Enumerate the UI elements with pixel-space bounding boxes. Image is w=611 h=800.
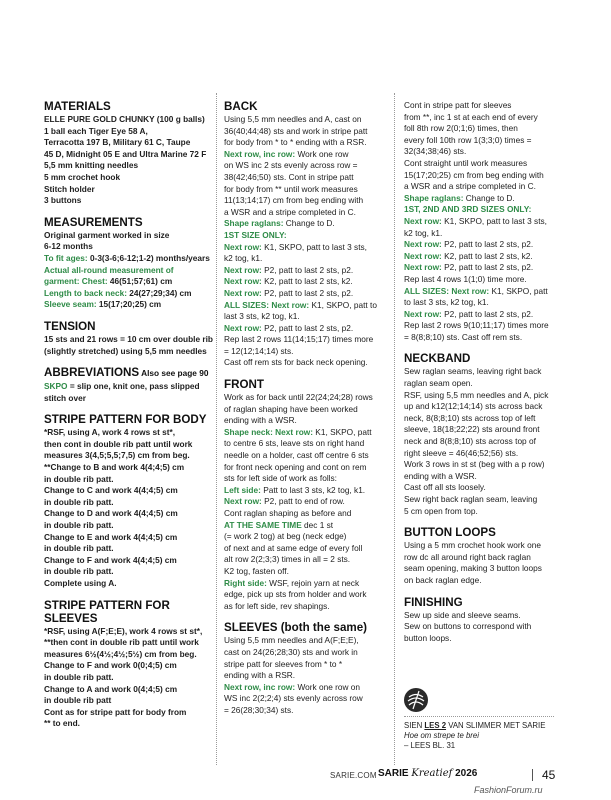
stripe-body-line: **Change to B and work 4(4;4;5) cm bbox=[44, 462, 185, 473]
stripe-sleeves-line: **then cont in double rib patt until work bbox=[44, 637, 199, 648]
sleeves-row bbox=[404, 309, 569, 321]
footer-site: SARIE.COM bbox=[330, 771, 377, 780]
chest-value: 46(51;57;61) cm bbox=[107, 276, 173, 287]
stripe-body-block bbox=[44, 427, 214, 589]
sleeve-value: 15(17;20;25) cm bbox=[96, 299, 162, 310]
back-row-text: P2, patt to last 2 sts, p2. bbox=[261, 264, 354, 275]
next-row-label: Next row: bbox=[224, 496, 262, 507]
front-line: Cont raglan shaping as before and bbox=[224, 508, 352, 518]
back-shape-label: Shape raglans: bbox=[224, 218, 284, 229]
sleeves-line: Rep last 4 rows 1(1;0) time more. bbox=[404, 273, 527, 284]
front-line: (= work 2 tog) at beg (neck edge) bbox=[224, 531, 347, 542]
stripe-sleeves-line: Change to F and work 0(0;4;5) cm bbox=[44, 660, 177, 671]
neckband-line: sleeve, 18(18;22;22) sts around front bbox=[404, 424, 540, 435]
sleeves-inc-line bbox=[224, 682, 387, 694]
neckband-line: up and k12(12;14;14) sts across back bbox=[404, 401, 543, 412]
sleeve-label: Sleeve seam: bbox=[44, 299, 97, 310]
back-size-label: 1ST SIZE ONLY: bbox=[224, 229, 287, 240]
sleeves-row-text: P2, patt to last 2 sts, p2. bbox=[441, 239, 534, 250]
column-divider-2 bbox=[394, 93, 395, 765]
next-row-label: Next row: bbox=[224, 287, 262, 298]
sien-ref: – LEES BL. 31 bbox=[404, 741, 456, 751]
back-row bbox=[224, 276, 387, 288]
button-loops-line: seam opening, making 3 button loops bbox=[404, 563, 542, 574]
neckband-line: Sew right back raglan seam, leaving bbox=[404, 494, 538, 504]
sien-divider bbox=[404, 716, 554, 717]
back-line: = 12(12;14;14) sts. bbox=[224, 345, 294, 356]
abbreviations-heading bbox=[44, 366, 214, 380]
front-line: of raglan shaping have been worked bbox=[224, 403, 358, 414]
next-row-label: Next row: bbox=[224, 276, 262, 287]
materials-line: 1 ball each Tiger Eye 58 A, bbox=[44, 125, 148, 136]
materials-line: 5 mm crochet hook bbox=[44, 171, 121, 182]
sleeves-line: = 26(28;30;34) sts. bbox=[224, 704, 294, 715]
sleeves-row-text: to last 3 sts, k2 tog, k1. bbox=[404, 297, 489, 308]
abbreviations-title: ABBREVIATIONS bbox=[44, 366, 140, 380]
next-row-label: Next row: bbox=[404, 308, 442, 319]
sleeve-line bbox=[44, 299, 214, 311]
sleeves-row-text: P2, patt to last 2 sts, p2. bbox=[441, 262, 534, 273]
sien-text bbox=[404, 721, 569, 752]
stripe-body-line: measures 3(4,5;5,5;7,5) cm from beg. bbox=[44, 450, 190, 461]
neckband-line: neck, 8(8;8;10) sts across top of left bbox=[404, 412, 536, 423]
magazine-logo bbox=[378, 768, 477, 779]
all-sizes-label: ALL SIZES: Next row: bbox=[224, 299, 310, 310]
stripe-body-line: then cont in double rib patt until work bbox=[44, 438, 193, 449]
sleeves-shape-line bbox=[404, 193, 569, 205]
back-all-row bbox=[224, 300, 387, 312]
sleeves-line: from **, inc 1 st at each end of every bbox=[404, 111, 538, 122]
back-row bbox=[224, 242, 387, 254]
materials-line: Stitch holder bbox=[44, 183, 95, 194]
sleeves-row-text: k2 tog, k1. bbox=[404, 227, 443, 238]
sleeves-line: every foll 10th row 1(3;3;0) times = bbox=[404, 134, 532, 145]
next-row-label: Next row: bbox=[404, 250, 442, 261]
abbreviations-note: Also see page 90 bbox=[139, 368, 209, 379]
sleeves-line: a WSR and a stripe completed in C. bbox=[404, 181, 536, 192]
column-2 bbox=[224, 100, 387, 717]
sleeves-line: 15(17;20;25) cm from beg ending with bbox=[404, 169, 544, 180]
neckband-line: right sleeve = 46(46;52;56) sts. bbox=[404, 447, 519, 458]
tension-line: (slightly stretched) using 5,5 mm needles bbox=[44, 345, 207, 356]
sien-pre: SIEN bbox=[404, 721, 425, 730]
sleeves-shape-label: Shape raglans: bbox=[404, 192, 464, 203]
back-line: on WS inc 2 sts evenly across row = bbox=[224, 160, 358, 171]
sleeves-row bbox=[404, 251, 569, 263]
right-side-line bbox=[224, 578, 387, 590]
stripe-body-line: Change to C and work 4(4;4;5) cm bbox=[44, 485, 178, 496]
all-sizes-label: ALL SIZES: Next row: bbox=[404, 285, 490, 296]
materials-line: ELLE PURE GOLD CHUNKY (100 g balls) bbox=[44, 114, 205, 124]
back-line: 36(40;44;48) sts and work in stripe patt bbox=[224, 125, 368, 136]
back-shape-line bbox=[224, 218, 387, 230]
column-1 bbox=[44, 100, 214, 730]
front-shape-line bbox=[224, 427, 387, 439]
front-next-text: P2, patt to end of row. bbox=[261, 496, 345, 507]
sleeves-row bbox=[404, 262, 569, 274]
materials-line: 3 buttons bbox=[44, 195, 82, 206]
measurements-line: 6-12 months bbox=[44, 241, 93, 252]
neckband-heading: NECKBAND bbox=[404, 352, 471, 366]
back-inc-label: Next row, inc row: bbox=[224, 148, 296, 159]
sleeves-row-text: K2, patt to last 2 sts, k2. bbox=[441, 250, 533, 261]
watermark: FashionForum.ru bbox=[474, 785, 543, 795]
back-inc-text: Work one row bbox=[295, 148, 349, 159]
neckband-line: Sew raglan seams, leaving right back bbox=[404, 366, 542, 377]
logo-year: 2026 bbox=[452, 768, 478, 779]
sien-link[interactable]: LES 2 bbox=[424, 721, 447, 730]
button-loops-line: Using a 5 mm crochet hook work one bbox=[404, 540, 541, 551]
front-line: for front neck opening and cont on rem bbox=[224, 461, 367, 472]
sien-italic: Hoe om strepe te brei bbox=[404, 731, 479, 741]
back-shape-text: Change to D. bbox=[283, 218, 335, 229]
stripe-body-line: Change to F and work 4(4;4;5) cm bbox=[44, 554, 177, 565]
front-line: of next and at same edge of every foll bbox=[224, 542, 363, 553]
same-time-label: AT THE SAME TIME bbox=[224, 519, 302, 530]
sleeves-inc-label: Next row, inc row: bbox=[224, 681, 296, 692]
stripe-sleeves-line: in double rib patt bbox=[44, 695, 112, 706]
front-line: to centre 6 sts, leave sts on right hand bbox=[224, 438, 365, 449]
stripe-sleeves-line: ** to end. bbox=[44, 718, 80, 729]
front-next-line bbox=[224, 496, 387, 508]
sleeves-line: Rep last 2 rows 9(10;11;17) times more bbox=[404, 320, 549, 331]
materials-list bbox=[44, 114, 214, 207]
neckband-line: 5 cm open from top. bbox=[404, 505, 478, 516]
measurements-line: Original garment worked in size bbox=[44, 229, 170, 240]
sleeves-line: stripe patt for sleeves from * to * bbox=[224, 658, 343, 669]
back-line: for body from ** until work measures bbox=[224, 183, 358, 194]
page-number: 45 bbox=[542, 768, 556, 782]
back-row bbox=[224, 323, 387, 335]
front-shape-text: K1, SKPO, patt bbox=[313, 426, 372, 437]
measurements-block bbox=[44, 230, 214, 311]
neckband-line: neck and 8(8;8;10) sts across top of bbox=[404, 436, 536, 447]
materials-line: Terracotta 197 B, Military 61 C, Taupe bbox=[44, 137, 191, 148]
front-line: ending with a WSR. bbox=[224, 415, 297, 426]
back-inc-line bbox=[224, 149, 387, 161]
sleeves-line: 32(34;38;46) sts. bbox=[404, 146, 467, 157]
stripe-body-line: *RSF, using A, work 4 rows st st*, bbox=[44, 427, 176, 438]
sleeves-row-text: K1, SKPO, patt bbox=[489, 285, 548, 296]
back-row bbox=[224, 265, 387, 277]
materials-line: 5,5 mm knitting needles bbox=[44, 160, 139, 171]
stripe-sleeves-line: Cont as for stripe patt for body from bbox=[44, 706, 187, 717]
same-time-line bbox=[224, 520, 387, 532]
materials-line: 45 D, Midnight 05 E and Ultra Marine 72 F bbox=[44, 148, 207, 159]
sleeves-line: ending with a RSR. bbox=[224, 670, 296, 681]
skpo-text: stitch over bbox=[44, 392, 86, 403]
fit-value: 0-3(3-6;6-12;1-2) months/years bbox=[87, 252, 210, 263]
next-row-label: Next row: bbox=[404, 215, 442, 226]
stripe-body-heading: STRIPE PATTERN FOR BODY bbox=[44, 413, 207, 427]
stripe-body-line: Change to E and work 4(4;4;5) cm bbox=[44, 531, 178, 542]
neckband-line: ending with a WSR. bbox=[404, 470, 477, 481]
finishing-line: Sew up side and sleeve seams. bbox=[404, 609, 521, 620]
skpo-text: = slip one, knit one, pass slipped bbox=[67, 381, 200, 392]
length-label: Length to back neck: bbox=[44, 287, 127, 298]
neckband-line: raglan seam open. bbox=[404, 378, 473, 389]
stripe-sleeves-block bbox=[44, 626, 214, 730]
chest-line bbox=[44, 276, 214, 288]
back-line: Rep last 2 rows 11(14;15;17) times more bbox=[224, 334, 374, 345]
sleeves-inc-text: Work one row on bbox=[295, 681, 361, 692]
left-side-label: Left side: bbox=[224, 484, 261, 495]
back-row-text: P2, patt to last 2 sts, p2. bbox=[261, 322, 354, 333]
back-line: 11(13;14;17) cm from beg ending with bbox=[224, 195, 364, 206]
back-row-text: K1, SKPO, patt to last 3 sts, bbox=[261, 241, 367, 252]
fit-label: To fit ages: bbox=[44, 252, 88, 263]
stripe-sleeves-line: measures 6½(4½;4½;5½) cm from beg. bbox=[44, 648, 197, 659]
actual-label: Actual all-round measurement of bbox=[44, 264, 174, 275]
front-line: alt row 2(2;3;3) times in all = 2 sts. bbox=[224, 554, 351, 565]
neckband-line: RSF, using 5,5 mm needles and A, pick bbox=[404, 389, 549, 400]
back-row-text: last 3 sts, k2 tog, k1. bbox=[224, 311, 300, 322]
logo-script: Kreatief bbox=[411, 768, 453, 779]
neckband-line: Cast off all sts loosely. bbox=[404, 482, 486, 493]
column-divider-1 bbox=[216, 93, 217, 765]
finishing-line: button loops. bbox=[404, 632, 452, 643]
next-row-label: Next row: bbox=[224, 322, 262, 333]
back-line: Cast off rem sts for back neck opening. bbox=[224, 357, 368, 368]
sleeves-row bbox=[404, 216, 569, 228]
stripe-body-line: in double rib patt. bbox=[44, 496, 114, 507]
back-row-text: k2 tog, k1. bbox=[224, 253, 263, 264]
button-loops-line: on back raglan edge. bbox=[404, 574, 482, 585]
sleeves-line: Cont straight until work measures bbox=[404, 157, 528, 168]
button-loops-line: row dc all around right back raglan bbox=[404, 551, 531, 562]
stripe-sleeves-line: Change to A and work 0(4;4;5) cm bbox=[44, 683, 178, 694]
left-side-text: Patt to last 3 sts, k2 tog, k1. bbox=[260, 484, 366, 495]
sleeves-shape-text: Change to D. bbox=[463, 192, 515, 203]
sleeves-all-row bbox=[404, 286, 569, 298]
stripe-body-line: in double rib patt. bbox=[44, 566, 114, 577]
page-footer bbox=[330, 767, 570, 783]
back-heading: BACK bbox=[224, 100, 258, 113]
sien-line bbox=[404, 721, 569, 731]
stripe-sleeves-line: in double rib patt. bbox=[44, 671, 114, 682]
right-side-label: Right side: bbox=[224, 577, 267, 588]
back-line: 38(42;46;50) sts. Cont in stripe patt bbox=[224, 171, 354, 182]
length-line bbox=[44, 288, 214, 300]
front-heading: FRONT bbox=[224, 378, 264, 392]
front-line: as for left side, rev shapings. bbox=[224, 600, 330, 611]
skpo-label: SKPO bbox=[44, 381, 68, 392]
measurements-heading: MEASUREMENTS bbox=[44, 215, 143, 229]
sleeves-sizes-label: 1ST, 2ND AND 3RD SIZES ONLY: bbox=[404, 204, 532, 215]
sleeves-row-text: K1, SKPO, patt to last 3 sts, bbox=[441, 215, 547, 226]
back-line: Using 5,5 mm needles and A, cast on bbox=[224, 114, 362, 124]
back-row bbox=[224, 288, 387, 300]
yarn-ball-icon bbox=[404, 688, 428, 712]
column-3 bbox=[404, 100, 569, 644]
fit-line bbox=[44, 253, 214, 265]
back-line: for body from * to * ending with a RSR. bbox=[224, 137, 367, 148]
left-side-line bbox=[224, 485, 387, 497]
finishing-heading: FINISHING bbox=[404, 595, 463, 609]
next-row-label: Next row: bbox=[224, 241, 262, 252]
stripe-sleeves-line: *RSF, using A(F;E;E), work 4 rows st st*, bbox=[44, 625, 203, 636]
back-row-text: K1, SKPO, patt to bbox=[309, 299, 377, 310]
front-line: K2 tog, fasten off. bbox=[224, 565, 289, 576]
stripe-body-line: in double rib patt. bbox=[44, 520, 114, 531]
stripe-body-line: Change to D and work 4(4;4;5) cm bbox=[44, 508, 178, 519]
stripe-body-line: in double rib patt. bbox=[44, 473, 114, 484]
back-row-text: P2, patt to last 2 sts, p2. bbox=[261, 287, 354, 298]
abbreviations-block bbox=[44, 381, 214, 404]
stripe-sleeves-heading: STRIPE PATTERN FOR SLEEVES bbox=[44, 598, 170, 625]
sleeves-row-text: P2, patt to last 2 sts, p2. bbox=[441, 308, 534, 319]
logo-part: SARIE bbox=[378, 768, 412, 779]
front-line: sts for left side of work as folls: bbox=[224, 473, 337, 484]
neckband-line: Work 3 rows in st st (beg with a p row) bbox=[404, 459, 545, 470]
chest-label: garment: Chest: bbox=[44, 276, 108, 287]
sleeves-line: foll 8th row 2(0;1;6) times, then bbox=[404, 123, 518, 134]
front-line: needle on a holder, cast off centre 6 sts bbox=[224, 450, 369, 461]
shape-neck-label: Shape neck: Next row: bbox=[224, 426, 313, 437]
sien-post: VAN SLIMMER MET SARIE bbox=[446, 721, 546, 730]
sleeves-line: = 8(8;8;10) sts. Cast off rem sts. bbox=[404, 331, 523, 342]
sleeves-row bbox=[404, 239, 569, 251]
sleeves-heading: SLEEVES (both the same) bbox=[224, 621, 368, 635]
sleeves-line: Using 5,5 mm needles and A(F;E;E), bbox=[224, 635, 359, 646]
sleeves-line: Cont in stripe patt for sleeves bbox=[404, 100, 512, 110]
right-side-text: WSF, rejoin yarn at neck bbox=[266, 577, 360, 588]
stripe-body-line: Complete using A. bbox=[44, 578, 117, 588]
tension-line: 15 sts and 21 rows = 10 cm over double rib bbox=[44, 333, 214, 344]
front-line: edge, pick up sts from holder and work bbox=[224, 589, 367, 600]
tension-block bbox=[44, 334, 214, 357]
finishing-line: Sew on buttons to correspond with bbox=[404, 621, 532, 632]
next-row-label: Next row: bbox=[404, 262, 442, 273]
next-row-label: Next row: bbox=[404, 239, 442, 250]
button-loops-heading: BUTTON LOOPS bbox=[404, 526, 496, 540]
next-row-label: Next row: bbox=[224, 264, 262, 275]
tension-heading: TENSION bbox=[44, 319, 96, 333]
materials-heading: MATERIALS bbox=[44, 100, 111, 113]
front-line: Work as for back until 22(24;24;28) rows bbox=[224, 392, 373, 403]
footer-separator bbox=[532, 769, 533, 781]
stripe-body-line: in double rib patt. bbox=[44, 543, 114, 554]
skpo-line bbox=[44, 381, 214, 393]
length-value: 24(27;29;34) cm bbox=[126, 287, 192, 298]
same-time-text: dec 1 st bbox=[301, 519, 334, 530]
sleeves-line: WS inc 2(2;2;4) sts evenly across row bbox=[224, 693, 363, 704]
back-row-text: K2, patt to last 2 sts, k2. bbox=[261, 276, 353, 287]
back-line: a WSR and a stripe completed in C. bbox=[224, 206, 356, 217]
sleeves-line: cast on 24(26;28;30) sts and work in bbox=[224, 646, 358, 657]
